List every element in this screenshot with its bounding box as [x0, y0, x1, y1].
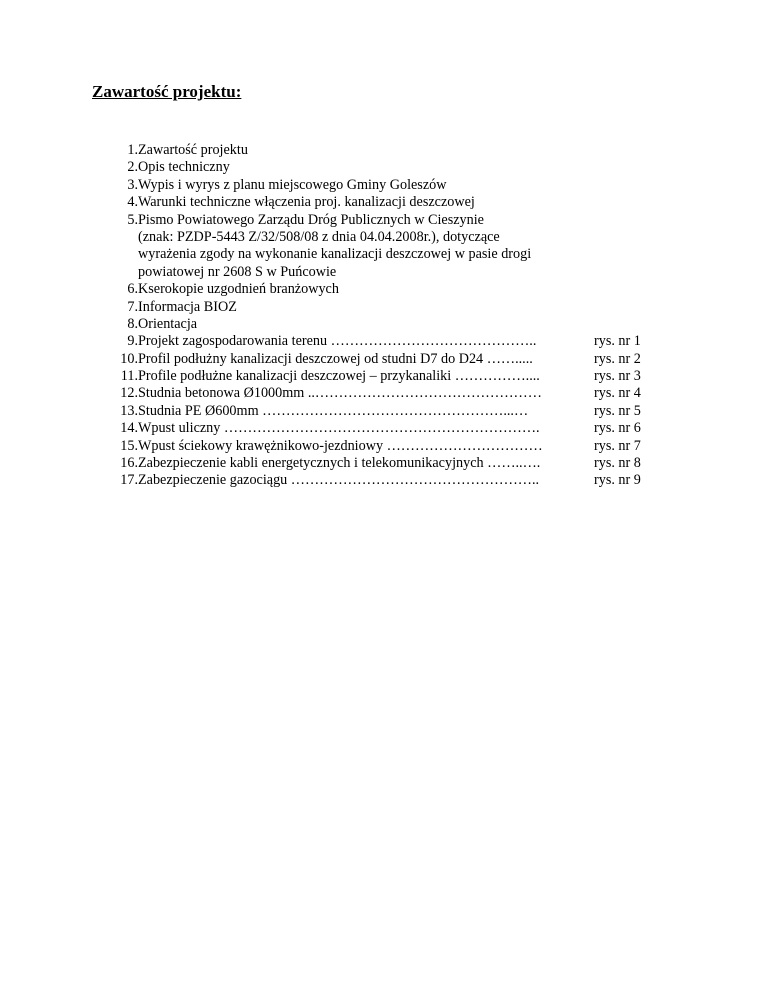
list-item-number: 1.	[127, 142, 138, 158]
list-item	[110, 420, 670, 437]
list-item	[110, 299, 670, 316]
list-item-number: 3.	[127, 176, 138, 193]
list-item	[110, 455, 670, 472]
drawing-reference: rys. nr 1	[594, 333, 641, 350]
drawing-reference: rys. nr 8	[594, 455, 641, 472]
list-item	[110, 212, 670, 229]
list-item	[110, 403, 670, 420]
list-item-text: Profil podłużny kanalizacji deszczowej od studni D7 do D24 …….....	[138, 350, 533, 367]
list-item-continuation	[110, 264, 670, 281]
list-item-text: Wypis i wyrys z planu miejscowego Gminy Goleszów	[138, 176, 447, 193]
list-item-number: 15.	[120, 437, 138, 454]
drawing-reference: rys. nr 7	[594, 437, 641, 454]
list-item-text: Studnia PE Ø600mm ……………………………………………...…	[138, 402, 529, 419]
list-item-number: 5.	[127, 211, 138, 228]
list-item-number: 10.	[120, 350, 138, 367]
list-item-text: wyrażenia zgody na wykonanie kanalizacji deszczowej w pasie drogi	[138, 246, 532, 263]
list-item-continuation	[110, 246, 670, 263]
list-item-number: 12.	[120, 385, 138, 402]
list-item-number: 9.	[127, 333, 138, 350]
drawing-reference: rys. nr 5	[594, 402, 641, 419]
list-item-text: powiatowej nr 2608 S w Puńcowie	[138, 263, 337, 280]
list-item	[110, 194, 670, 211]
drawing-reference: rys. nr 6	[594, 420, 641, 437]
list-item	[110, 281, 670, 298]
list-item-text: Projekt zagospodarowania terenu ……………………………………..	[138, 333, 537, 350]
contents-list	[110, 142, 670, 490]
list-item-number: 8.	[127, 315, 138, 332]
list-item	[110, 316, 670, 333]
list-item-text: Warunki techniczne włączenia proj. kanalizacji deszczowej	[138, 194, 475, 211]
list-item	[110, 438, 670, 455]
list-item-text: Profile podłużne kanalizacji deszczowej – przykanaliki ……………....	[138, 368, 540, 385]
list-item-continuation	[110, 229, 670, 246]
list-item-number: 6.	[127, 281, 138, 298]
page-title: Zawartość projektu:	[92, 82, 242, 101]
list-item-text: Zabezpieczenie gazociągu ……………………………………………..	[138, 472, 540, 489]
list-item-text: Studnia betonowa Ø1000mm ..…………………………………………	[138, 385, 542, 402]
list-item	[110, 159, 670, 176]
list-item-text: Pismo Powiatowego Zarządu Dróg Publicznych w Cieszynie	[138, 211, 484, 228]
list-item	[110, 472, 670, 489]
list-item	[110, 385, 670, 402]
drawing-reference: rys. nr 4	[594, 385, 641, 402]
list-item-number: 2.	[127, 159, 138, 176]
list-item-text: Zawartość projektu	[138, 142, 248, 158]
list-item-number: 16.	[120, 455, 138, 472]
drawing-reference: rys. nr 9	[594, 472, 641, 489]
list-item-number: 17.	[120, 472, 138, 489]
list-item-text: Zabezpieczenie kabli energetycznych i telekomunikacyjnych ……..….	[138, 455, 541, 472]
list-item	[110, 368, 670, 385]
list-item	[110, 177, 670, 194]
list-item-text: Informacja BIOZ	[138, 298, 237, 315]
list-item	[110, 333, 670, 350]
list-item-text: (znak: PZDP-5443 Z/32/508/08 z dnia 04.04.2008r.), dotyczące	[138, 228, 500, 245]
list-item-text: Wpust uliczny ………………………………………………………….	[138, 420, 540, 437]
drawing-reference: rys. nr 2	[594, 350, 641, 367]
list-item-number: 13.	[120, 402, 138, 419]
list-item-text: Orientacja	[138, 315, 198, 332]
list-item-number: 11.	[120, 368, 138, 385]
list-item-text: Wpust ściekowy krawężnikowo-jezdniowy ……………………………	[138, 437, 543, 454]
list-item-text: Kserokopie uzgodnień branżowych	[138, 281, 339, 298]
list-item-number: 4.	[127, 194, 138, 211]
list-item	[110, 351, 670, 368]
list-item-text: Opis techniczny	[138, 159, 230, 176]
list-item-number: 14.	[120, 420, 138, 437]
list-item-number: 7.	[127, 298, 138, 315]
drawing-reference: rys. nr 3	[594, 368, 641, 385]
list-item	[110, 142, 670, 159]
